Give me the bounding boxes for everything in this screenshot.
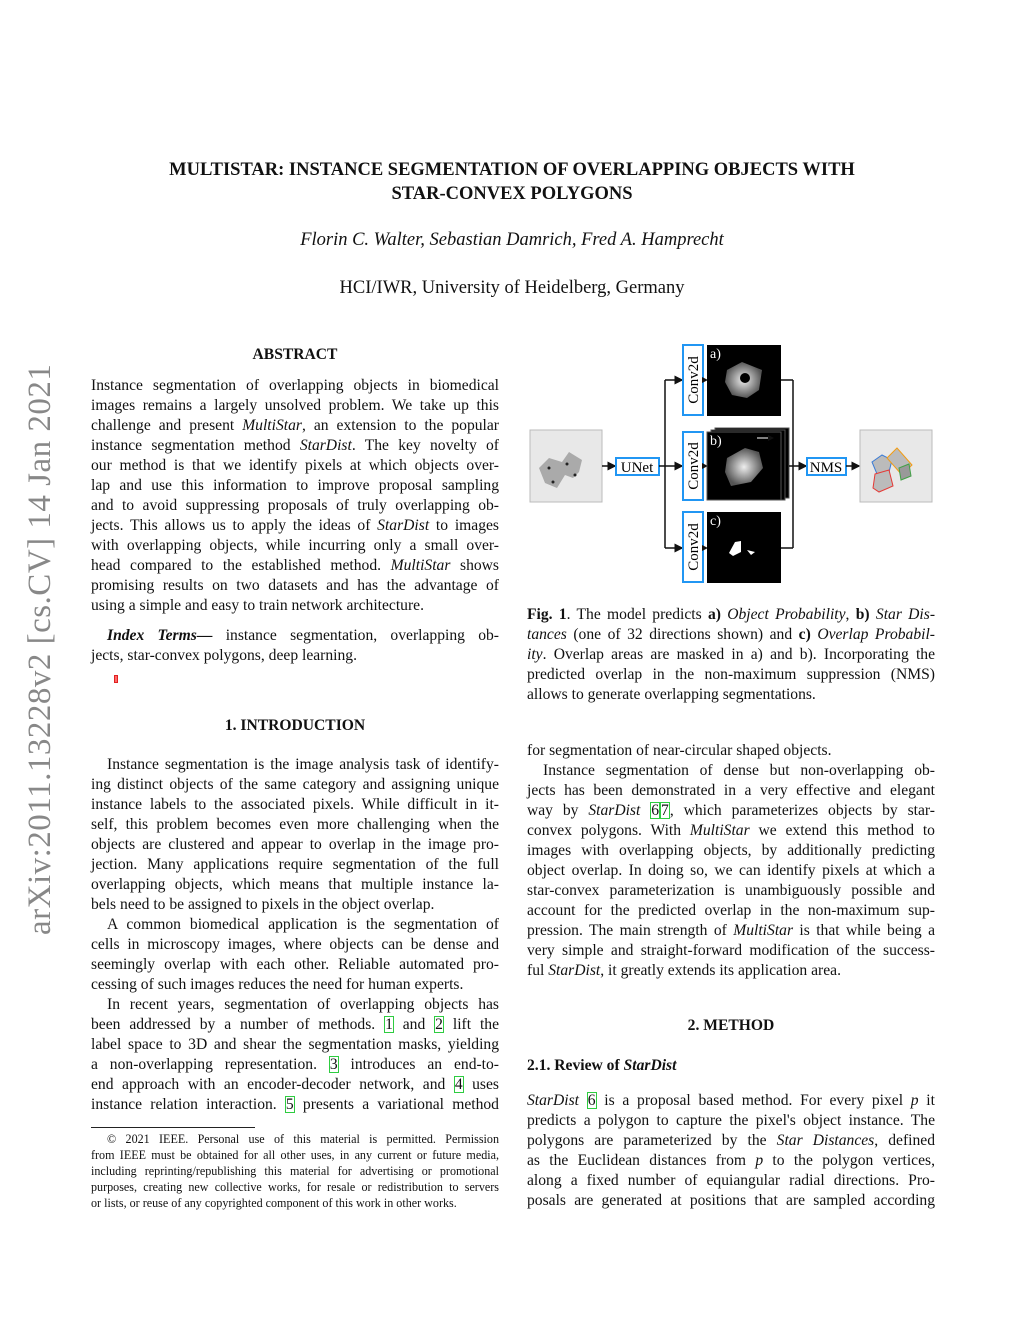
text-line: with overlapping objects, while incurring only a small over- [91, 537, 499, 554]
text-line: images remains a largely unsolved problem. We take up this [91, 397, 499, 414]
input-image [530, 430, 602, 502]
citation-link[interactable]: 3 [329, 1056, 338, 1073]
citation-link[interactable]: 6 [587, 1092, 596, 1109]
text-line: jection. Many applications require segmentation of the full [91, 856, 499, 873]
italic-text: StarDist [527, 1092, 579, 1109]
text-line: jects. This allows us to apply the ideas of StarDist to images [91, 517, 499, 534]
text-line: along a fixed number of equiangular radial directions. Pro- [527, 1172, 935, 1189]
text-line: Instance segmentation of overlapping objects in biomedical [91, 377, 499, 394]
text-line: In recent years, segmentation of overlapping objects has [107, 996, 499, 1013]
text-line: pression. The main strength of MultiStar is that while being a [527, 922, 935, 939]
panel-b-label: b) [710, 434, 722, 449]
text-line: posals are generated at positions that are sampled according [527, 1192, 935, 1209]
text-line: as the Euclidean distances from p to the polygon vertices, [527, 1152, 935, 1169]
italic-text: MultiStar [733, 922, 794, 939]
footnote-rule [91, 1127, 255, 1128]
authors: Florin C. Walter, Sebastian Damrich, Fred A. Hamprecht [300, 230, 724, 250]
paper-title [100, 158, 924, 206]
link-marker[interactable] [114, 675, 118, 683]
text-line: Instance segmentation of dense but non-overlapping ob- [543, 762, 935, 779]
text-line: StarDist 6 is a proposal based method. For every pixel p it [527, 1092, 935, 1109]
text-line: images with overlapping objects, by additionally predicting [527, 842, 935, 859]
text-line: label space to 3D and shear the segmentation masks, yielding [91, 1036, 499, 1053]
method-body [527, 1091, 935, 1211]
figure-caption [527, 605, 935, 705]
citation-link[interactable]: 6 [651, 802, 660, 819]
italic-text: tances [527, 626, 567, 643]
text-line: end approach with an encoder-decoder network, and 4 uses [91, 1076, 499, 1093]
method-subheading: 2.1. Review of StarDist [527, 1057, 677, 1074]
intro-body [91, 755, 499, 1115]
text-line: our method is that we identify pixels at which objects over- [91, 457, 499, 474]
text-line: including reprinting/republishing this material for advertising or promotional [91, 1164, 499, 1178]
affiliation: HCI/IWR, University of Heidelberg, Germany [339, 278, 685, 298]
citation-link[interactable]: 4 [454, 1076, 463, 1093]
text-line: tances (one of 32 directions shown) and c) Overlap Probabil- [527, 626, 935, 643]
text-line: ful StarDist, it greatly extends its application area. [527, 962, 841, 979]
text-line: bels need to be assigned to pixels in the object overlap. [91, 896, 435, 913]
citation-link[interactable]: 7 [661, 802, 669, 819]
overlap-probability-map [707, 512, 781, 583]
text-line: polygons are parameterized by the Star Distances, defined [527, 1132, 935, 1149]
conv2d-c [683, 512, 703, 582]
text-line: Fig. 1. The model predicts a) Object Probability, b) Star Dis- [527, 606, 936, 623]
italic-text: ity [527, 646, 543, 663]
conv2d-a [683, 345, 703, 415]
text-line: instance labels to the associated pixels. While difficult in it- [91, 796, 499, 813]
intro-continued [527, 741, 935, 981]
text-line: or lists, or reuse of any copyrighted component of this work in other works. [91, 1196, 457, 1210]
method-heading: 2. METHOD [687, 1017, 775, 1034]
text-line: using a simple and easy to train network architecture. [91, 597, 424, 614]
text-line: self, this problem becomes even more challenging when the [91, 816, 499, 833]
copyright-footnote [91, 1131, 499, 1211]
text-line: allows to generate overlapping segmentations. [527, 686, 816, 703]
text-line: overlapping objects, which means that multiple instance la- [91, 876, 499, 893]
italic-text: Overlap Probabil- [817, 626, 935, 643]
text-line: a non-overlapping representation. 3 introduces an end-to- [91, 1056, 500, 1073]
italic-text: MultiStar [390, 557, 451, 574]
citation-link[interactable]: 1 [385, 1016, 393, 1033]
text-line: very simple and straight-forward modification of the success- [527, 942, 935, 959]
italic-text: Object Probability [727, 606, 846, 623]
text-line: predicts a polygon to capture the pixel's object instance. The [527, 1112, 935, 1129]
text-line: challenge and present MultiStar, an extension to the popular [91, 417, 499, 434]
text-line: way by StarDist 6 7, which parameterizes objects by star- [527, 802, 935, 819]
italic-text: Star Distances [776, 1132, 875, 1149]
citation-link[interactable]: 2 [435, 1016, 443, 1033]
index-terms [91, 626, 499, 666]
text-line: convex polygons. With MultiStar we extend this method to [527, 822, 935, 839]
object-probability-map [707, 345, 781, 416]
text-line: from IEEE must be obtained for all other uses, in any current or future media, [91, 1148, 499, 1162]
italic-text: StarDist [588, 802, 641, 819]
italic-text: p [910, 1092, 919, 1109]
text-line: cells in microscopy images, where objects can be dense and [91, 936, 499, 953]
text-line: seemingly overlap with each other. Reliable automated pro- [91, 956, 499, 973]
arxiv-stamp: arXiv:2011.13228v2 [cs.CV] 14 Jan 2021 [22, 363, 58, 935]
index-terms-label: Index Terms— [107, 627, 213, 644]
text-line: instance segmentation method StarDist. The key novelty of [91, 437, 499, 454]
abstract-heading: ABSTRACT [252, 346, 338, 363]
abstract-body [91, 376, 499, 616]
conv2d-label: Conv2d [686, 442, 702, 490]
text-line: and to avoid suppressing proposals of truly overlapping ob- [91, 497, 499, 514]
panel-a-label: a) [710, 347, 721, 362]
unet-label: UNet [620, 460, 654, 476]
bold-text: a) [707, 606, 721, 623]
italic-text: MultiStar [689, 822, 750, 839]
text-line: cessing of such images reduces the need for human experts. [91, 976, 464, 993]
text-line: lap and use this information to improve proposal sampling [91, 477, 499, 494]
text-line: purposes, creating new collective works, for resale or redistribution to servers [91, 1180, 499, 1194]
text-line: for segmentation of near-circular shaped objects. [527, 742, 832, 759]
text-line: head compared to the established method. MultiStar shows [91, 557, 499, 574]
text-line: objects are clustered and appear to overlap in the image pro- [91, 836, 499, 853]
italic-text: StarDist [548, 962, 601, 979]
italic-text: StarDist [623, 1057, 677, 1074]
panel-c-label: c) [710, 514, 721, 529]
text-line: jects has been demonstrated in a very effective and elegant [527, 782, 935, 799]
text-line: been addressed by a number of methods. 1 and 2 lift the [91, 1016, 499, 1033]
star-distances-map [707, 428, 789, 500]
text-line: A common biomedical application is the segmentation of [107, 916, 499, 933]
text-line: star-convex parameterization is unambiguously possible and [527, 882, 935, 899]
italic-text: StarDist [299, 437, 352, 454]
citation-link[interactable]: 5 [285, 1096, 294, 1113]
text-line: Instance segmentation is the image analysis task of identify- [107, 756, 499, 773]
italic-text: Star Dis- [875, 606, 936, 623]
index-terms-text: jects, star-convex polygons, deep learning. [91, 647, 357, 664]
text-line: ity. Overlap areas are masked in a) and b). Incorporating the [527, 646, 935, 663]
conv2d-label: Conv2d [686, 356, 702, 404]
text-line: instance relation interaction. 5 presents a variational method [91, 1096, 499, 1113]
nms-label: NMS [809, 460, 843, 476]
bold-text: b) [855, 606, 870, 623]
italic-text: StarDist [377, 517, 430, 534]
intro-heading: 1. INTRODUCTION [224, 717, 366, 734]
text-line: promising results on two datasets and has the advantage of [91, 577, 499, 594]
italic-text: p [755, 1152, 764, 1169]
italic-text: MultiStar [242, 417, 302, 434]
text-line: © 2021 IEEE. Personal use of this material is permitted. Permission [107, 1132, 499, 1146]
output-segmentation [860, 430, 932, 502]
title-line: MULTISTAR: INSTANCE SEGMENTATION OF OVERLAPPING OBJECTS WITH [169, 160, 855, 180]
title-line: STAR-CONVEX POLYGONS [391, 184, 633, 204]
figure-1-diagram [527, 340, 937, 590]
text-line: account for the predicted overlap in the non-maximum sup- [527, 902, 935, 919]
index-terms-text: instance segmentation, overlapping ob- [225, 627, 499, 644]
conv2d-b [683, 432, 703, 500]
text-line: object overlap. In doing so, we can identify pixels at which a [527, 862, 935, 879]
bold-text: c) [798, 626, 811, 643]
text-line: predicted overlap in the non-maximum suppression (NMS) [527, 666, 935, 683]
text-line: ing distinct objects of the same category and assigning unique [91, 776, 499, 793]
conv2d-label: Conv2d [686, 523, 702, 571]
bold-text: Fig. 1 [527, 606, 567, 623]
